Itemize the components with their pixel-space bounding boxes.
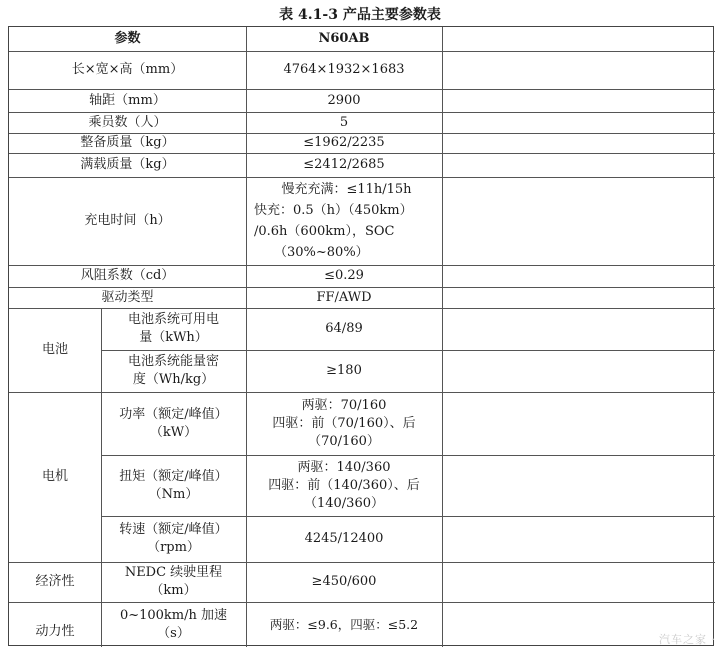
power-perf-label	[101, 602, 246, 647]
economy-label	[101, 562, 246, 602]
label-line: 0~100km/h 加速	[119, 607, 228, 623]
value-line: 四驱：前（70/160）、后	[272, 415, 416, 431]
motor-power-value	[246, 392, 442, 455]
row-wheelbase-label: 轴距（mm）	[89, 92, 166, 108]
group-power-perf: 动力性	[35, 623, 75, 639]
label-line: （rpm）	[147, 540, 200, 555]
params-table	[8, 26, 714, 646]
label-line: 量（kWh）	[139, 330, 208, 345]
battery-density-value: ≥180	[326, 363, 362, 378]
value-line: 两驱：70/160	[301, 397, 387, 413]
row-curb-mass-value: ≤1962/2235	[303, 135, 385, 150]
row-dims-value: 4764×1932×1683	[283, 62, 405, 77]
row-charge-time-label: 充电时间（h）	[84, 213, 171, 228]
value-line: 两驱：140/360	[297, 459, 391, 475]
label-line: 扭矩（额定/峰值）	[119, 468, 228, 484]
group-motor: 电机	[41, 469, 68, 484]
row-seats-label: 乘员数（人）	[88, 114, 167, 130]
motor-speed-value: 4245/12400	[304, 531, 384, 546]
battery-capacity-label	[101, 308, 246, 350]
label-line: （kW）	[149, 424, 198, 440]
value-line: （140/360）	[303, 495, 384, 511]
table-caption: 表 4.1-3 产品主要参数表	[279, 7, 441, 23]
row-curb-mass-label: 整备质量（kg）	[80, 135, 175, 150]
row-wheelbase-value: 2900	[327, 92, 361, 108]
charge-line: 慢充充满：≤11h/15h	[281, 182, 412, 197]
charge-line: （30%~80%）	[274, 245, 369, 260]
value-line: 四驱：前（140/360）、后	[268, 477, 420, 493]
label-line: 转速（额定/峰值）	[119, 522, 228, 537]
label-line: （s）	[157, 625, 190, 641]
label-line: NEDC 续驶里程	[124, 565, 223, 580]
row-dims-label: 长×宽×高（mm）	[71, 62, 184, 77]
power-perf-value: 两驱：≤9.6，四驱：≤5.2	[269, 616, 419, 632]
label-line: 电池系统可用电	[127, 312, 219, 327]
row-full-mass-value: ≤2412/2685	[303, 157, 385, 172]
battery-capacity-value: 64/89	[325, 321, 363, 336]
value-line: （70/160）	[308, 433, 380, 449]
row-drag-label: 风阻系数（cd）	[80, 268, 175, 283]
row-drag-value: ≤0.29	[324, 268, 364, 283]
motor-torque-value	[246, 455, 442, 516]
charge-line: /0.6h（600km），SOC	[254, 224, 395, 239]
row-seats-value: 5	[339, 114, 349, 130]
label-line: （Nm）	[148, 486, 199, 502]
charge-line: 快充：0.5（h）（450km）	[254, 203, 413, 218]
label-line: （km）	[150, 583, 197, 598]
header-model: N60AB	[318, 31, 370, 46]
header-param: 参数	[114, 31, 141, 46]
label-line: 电池系统能量密	[127, 354, 219, 369]
motor-power-label	[101, 392, 246, 455]
row-charge-time-value	[246, 177, 442, 265]
motor-speed-label	[101, 516, 246, 562]
group-economy: 经济性	[35, 574, 75, 589]
battery-density-label	[101, 350, 246, 392]
watermark: 汽车之家 ·	[659, 633, 716, 646]
row-full-mass-label: 满载质量（kg）	[80, 157, 175, 172]
label-line: 功率（额定/峰值）	[119, 406, 228, 422]
row-drive-value: FF/AWD	[316, 289, 372, 305]
label-line: 度（Wh/kg）	[132, 372, 215, 387]
row-drive-label: 驱动类型	[101, 289, 154, 305]
economy-value: ≥450/600	[311, 574, 377, 589]
group-battery: 电池	[41, 342, 68, 357]
motor-torque-label	[101, 455, 246, 516]
